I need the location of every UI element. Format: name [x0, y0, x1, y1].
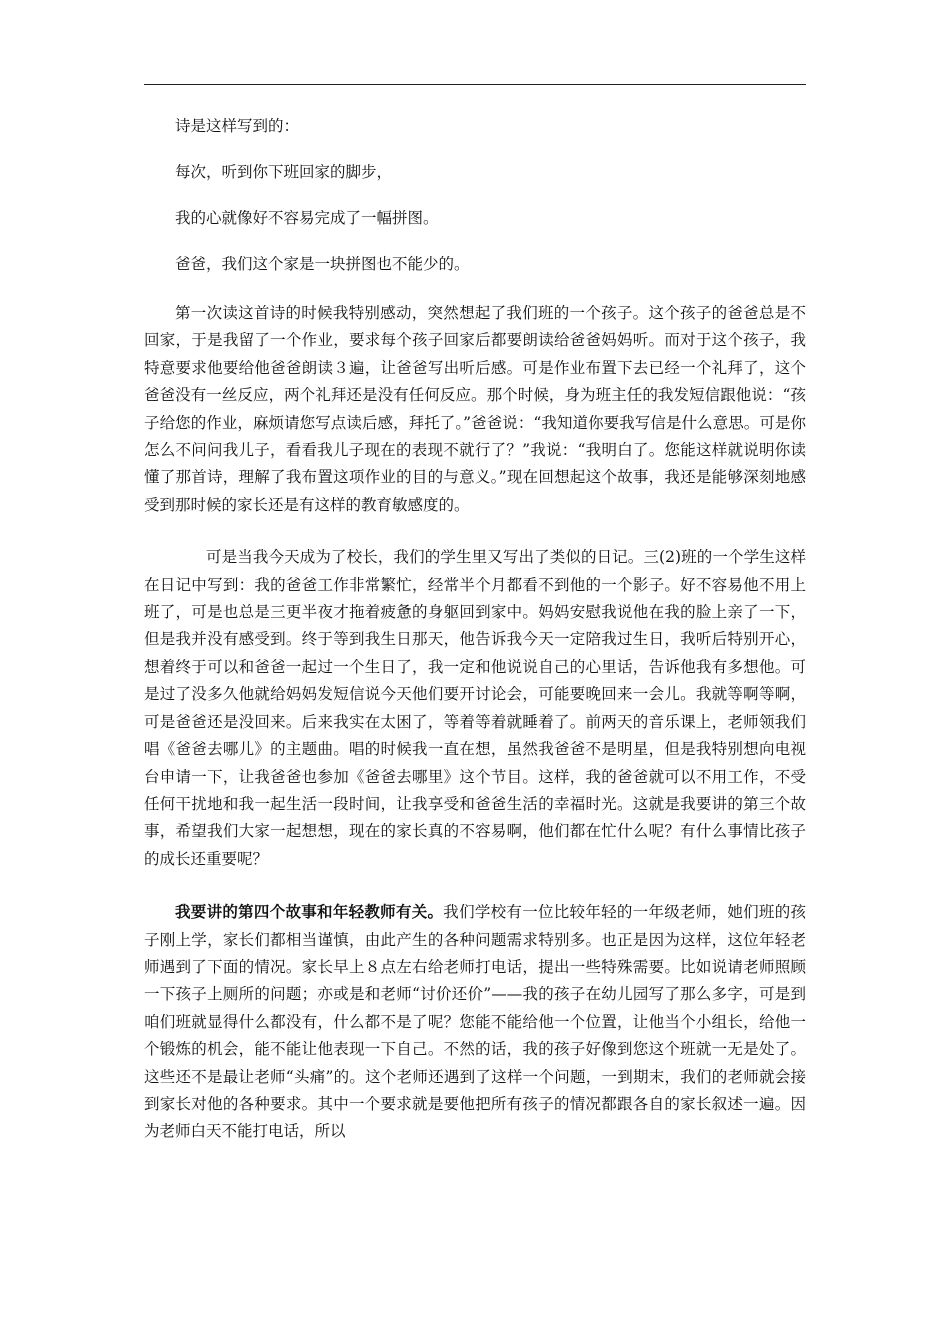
paragraph-third-story: 可是当我今天成为了校长，我们的学生里又写出了类似的日记。三(2)班的一个学生这样在日记中写到：我的爸爸工作非常繁忙，经常半个月都看不到他的一个影子。好不容易他不用上班了，可是也总是三更半夜才拖着疲惫的身躯回到家中。妈妈安慰我说他在我的脸上亲了一下，但是我并没有感受到。终于等到我生日那天，他告诉我今天一定陪我过生日，我听后特别开心，想着终于可以和爸爸一起过一个生日了，我一定和他说说自己的心里话，告诉他我有多想他。可是过了没多久他就给妈妈发短信说今天他们要开讨论会，可能要晚回来一会儿。我就等啊等啊，可是爸爸还是没回来。后来我实在太困了，等着等着就睡着了。前两天的音乐课上，老师领我们唱《爸爸去哪儿》的主题曲。唱的时候我一直在想，虽然我爸爸不是明星，但是我特别想向电视台申请一下，让我爸爸也参加《爸爸去哪里》这个节目。这样，我的爸爸就可以不用工作，不受任何干扰地和我一起生活一段时间，让我享受和爸爸生活的幸福时光。这就是我要讲的第三个故事，希望我们大家一起想想，现在的家长真的不容易啊，他们都在忙什么呢？有什么事情比孩子的成长还重要呢？: [144, 548, 806, 868]
paragraph-first-reading: 第一次读这首诗的时候我特别感动，突然想起了我们班的一个孩子。这个孩子的爸爸总是不回家，于是我留了一个作业，要求每个孩子回家后都要朗读给爸爸妈妈听。而对于这个孩子，我特意要求他要给他爸爸朗读３遍，让爸爸写出听后感。可是作业布置下去已经一个礼拜了，这个爸爸没有一丝反应，两个礼拜还是没有任何反应。那个时候，身为班主任的我发短信跟他说：“孩子给您的作业，麻烦请您写点读后感，拜托了。”爸爸说：“我知道你要我写信是什么意思。可是你怎么不问问我儿子，看看我儿子现在的表现不就行了？”我说：“我明白了。您能这样就说明你读懂了那首诗，理解了我布置这项作业的目的与意义。”现在回想起这个故事，我还是能够深刻地感受到那时候的家长还是有这样的教育敏感度的。: [144, 304, 806, 514]
paragraph-fourth-story: [144, 898, 806, 1146]
poem-line: 每次，听到你下班回家的脚步，: [175, 163, 393, 181]
document-body: [144, 112, 806, 1171]
paragraph-body-text: 我们学校有一位比较年轻的一年级老师，她们班的孩子刚上学，家长们都相当谨慎，由此产生的各种问题需求特别多。也正是因为这样，这位年轻老师遇到了下面的情况。家长早上８点左右给老师打电话，提出一些特殊需要。比如说请老师照顾一下孩子上厕所的问题；亦或是和老师“讨价还价”——我的孩子在幼儿园写了那么多字，可是到咱们班就显得什么都没有，什么都不是了呢？您能不能给他一个位置，让他当个小组长，给他一个锻炼的机会，能不能让他表现一下自己。不然的话，我的孩子好像到您这个班就一无是处了。这些还不是最让老师“头痛”的。这个老师还遇到了这样一个问题，一到期末，我们的老师就会接到家长对他的各种要求。其中一个要求就是要他把所有孩子的情况都跟各自的家长叙述一遍。因为老师白天不能打电话，所以: [144, 903, 806, 1141]
poem-line: 爸爸，我们这个家是一块拼图也不能少的。: [175, 255, 470, 273]
poem-intro: 诗是这样写到的：: [175, 117, 300, 135]
poem-line: 我的心就像好不容易完成了一幅拼图。: [175, 209, 439, 227]
paragraph-lead-bold: 我要讲的第四个故事和年轻教师有关。: [175, 902, 444, 922]
header-rule: [144, 84, 806, 85]
